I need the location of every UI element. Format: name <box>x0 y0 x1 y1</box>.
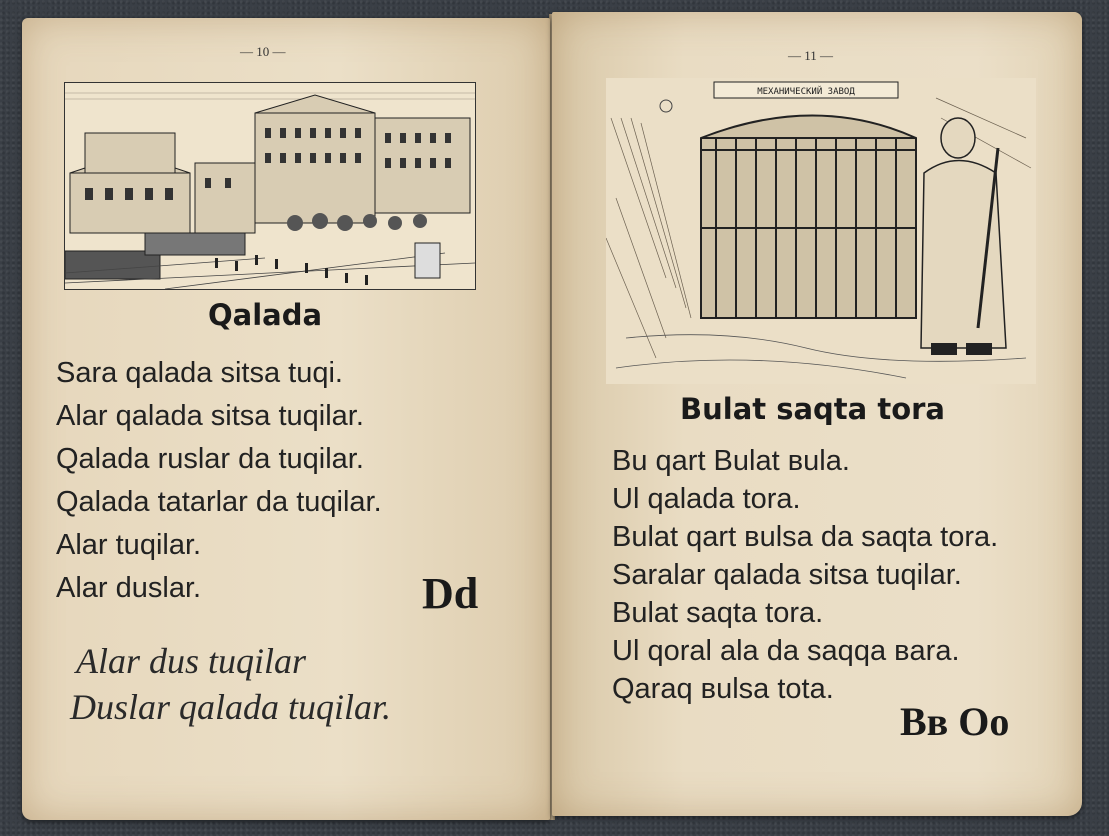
text-lines <box>612 442 998 708</box>
text-line: Bu qart Bulat вula. <box>612 445 850 477</box>
page-title: Bulat saqta tora <box>680 392 945 426</box>
text-line: Ul qalada tora. <box>612 483 801 515</box>
page-number: — 11 — <box>788 48 834 63</box>
text-line: Alar duslar. <box>56 572 202 604</box>
text-line: Bulat qart вulsa da saqta tora. <box>612 521 999 553</box>
script-line: Alar dus tuqilar <box>76 641 307 681</box>
page-title: Qalada <box>208 298 323 332</box>
text-line: Qaraq вulsa tota. <box>612 673 834 705</box>
page-number: — 10 — <box>240 44 286 59</box>
script-line: Duslar qalada tuqilar. <box>70 687 392 727</box>
right-page <box>552 12 1082 816</box>
text-line: Qalada tatarlar da tuqilar. <box>56 486 382 518</box>
text-line: Saralar qalada sitsa tuqilar. <box>612 559 962 591</box>
text-lines <box>56 352 382 610</box>
factory-sign: МЕХАНИЧЕСКИЙ ЗАВОД <box>757 87 855 97</box>
text-line: Bulat saqta tora. <box>612 597 824 629</box>
text-line: Alar qalada sitsa tuqilar. <box>56 400 364 432</box>
city-street-illustration <box>64 82 476 290</box>
letter-heading: Вв Oo <box>900 699 1010 744</box>
left-page <box>22 18 550 820</box>
letter-heading: Dd <box>422 569 479 618</box>
text-line: Alar tuqilar. <box>56 529 202 561</box>
text-line: Qalada ruslar da tuqilar. <box>56 443 364 475</box>
text-line: Ul qoral ala da saqqa вara. <box>612 635 960 667</box>
factory-gate-illustration <box>606 78 1036 384</box>
handwritten-script <box>70 638 391 730</box>
text-line: Sara qalada sitsa tuqi. <box>56 357 343 389</box>
